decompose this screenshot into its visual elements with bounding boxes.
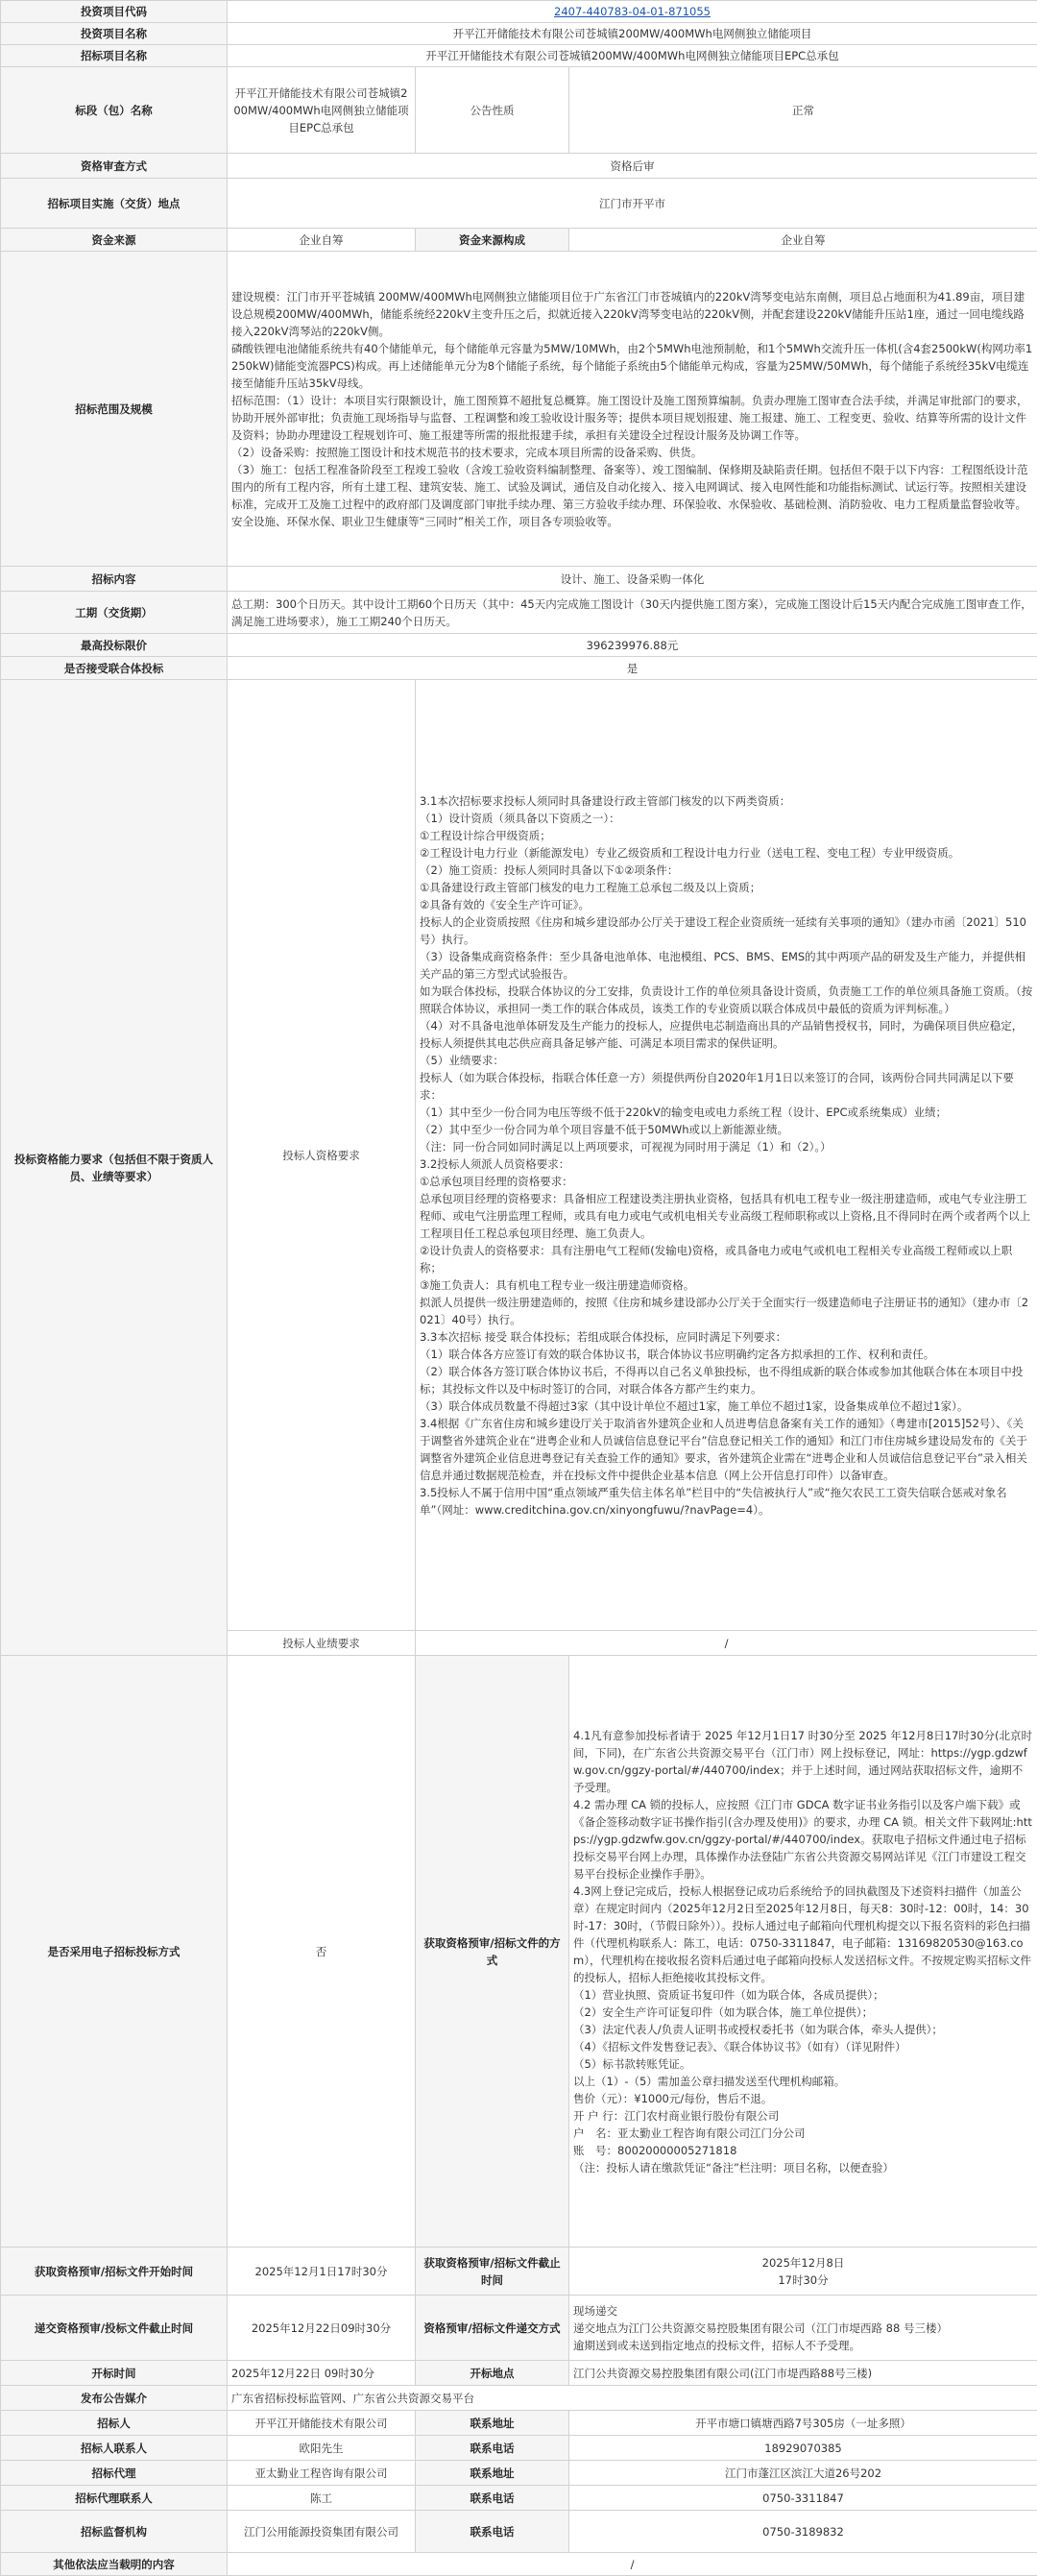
lot-label: 标段（包）名称 — [1, 67, 228, 154]
row-agent — [1, 2461, 1037, 2486]
review-label: 资格审查方式 — [1, 154, 228, 179]
max-price-value: 396239976.88元 — [228, 634, 1037, 657]
agent-contact-label: 招标代理联系人 — [1, 2486, 228, 2511]
agent-phone-label: 联系电话 — [416, 2486, 569, 2511]
qualification-sub-label: 投标人资格要求 — [228, 680, 416, 1631]
row-media — [1, 2386, 1037, 2411]
qualification-label: 投标资格能力要求（包括但不限于资质人员、业绩等要求） — [1, 680, 228, 1656]
row-content — [1, 567, 1037, 592]
consortium-value: 是 — [228, 657, 1037, 680]
tenderee-phone-value: 18929070385 — [569, 2436, 1037, 2461]
opening-place-label: 开标地点 — [416, 2361, 569, 2386]
row-max-price — [1, 634, 1037, 657]
tenderee-address-label: 联系地址 — [416, 2411, 569, 2436]
row-agent-contact — [1, 2486, 1037, 2511]
row-lot — [1, 67, 1037, 154]
row-scope — [1, 252, 1037, 567]
nature-label: 公告性质 — [416, 67, 569, 154]
opening-time-label: 开标时间 — [1, 2361, 228, 2386]
nature-value: 正常 — [569, 67, 1037, 154]
supervisor-phone-value: 0750-3189832 — [569, 2511, 1037, 2553]
lot-value: 开平江开储能技术有限公司苍城镇200MW/400MWh电网侧独立储能项目EPC总承包 — [228, 67, 416, 154]
agent-label: 招标代理 — [1, 2461, 228, 2486]
submit-method-text: 现场递交 递交地点为江门公共资源交易控股集团有限公司（江门市堤西路 88 号三楼） 逾期送到或未送到指定地点的投标文件，招标人不予受理。 — [569, 2296, 1037, 2361]
other-value: / — [228, 2553, 1037, 2576]
row-other — [1, 2553, 1037, 2576]
opening-place-value: 江门公共资源交易控股集团有限公司(江门市堤西路88号三楼) — [569, 2361, 1037, 2386]
docs-start-label: 获取资格预审/招标文件开始时间 — [1, 2248, 228, 2296]
tenderee-contact-label: 招标人联系人 — [1, 2436, 228, 2461]
location-value: 江门市开平市 — [228, 179, 1037, 229]
media-value: 广东省招标投标监管网、广东省公共资源交易平台 — [228, 2386, 1037, 2411]
scope-label: 招标范围及规模 — [1, 252, 228, 567]
review-value: 资格后审 — [228, 154, 1037, 179]
row-qualification — [1, 680, 1037, 1631]
location-label: 招标项目实施（交货）地点 — [1, 179, 228, 229]
submit-deadline-label: 递交资格预审/投标文件截止时间 — [1, 2296, 228, 2361]
performance-label: 投标人业绩要求 — [228, 1631, 416, 1656]
row-submit — [1, 2296, 1037, 2361]
agent-address-value: 江门市蓬江区滨江大道26号202 — [569, 2461, 1037, 2486]
project-name-label: 投资项目名称 — [1, 23, 228, 45]
row-docs-time — [1, 2248, 1037, 2296]
docs-method-text: 4.1凡有意参加投标者请于 2025 年12月1日17 时30分至 2025 年12月8日17时30分(北京时间，下同)，在广东省公共资源交易平台（江门市）网上投标登记，网址：https://ygp.gdzwfw.gov.cn/ggzy-portal/#/440700/index；并于上述时间，通过网站获取招标文件，逾期不予受理。 4.2 需办理 CA 锁的投标人，应按照《江门市 GDCA 数字证书业务指引以及客户端下载》或《备企签移动数字证书操作指引(含办理及使用)》的要求，办理 CA 锁。相关文件下载网址:https://ygp.gdzwfw.gov.cn/ggzy-portal/#/440700/index。获取电子招标文件通过电子招标投标交易平台网上办理，具体操作办法登陆广东省公共资源交易网站详见《江门市建设工程交易平台投标企业操作手册》。 4.3网上登记完成后，投标人根据登记成功后系统给予的回执截图及下述资料扫描件（加盖公章）在规定时间内（2025年12月2日至2025年12月8日，每天8：30时-12：00时，14：30时-17：30时，（节假日除外））。投标人通过电子邮箱向代理机构提交以下报名资料的彩色扫描件（代理机构联系人：陈工，电话：0750-3311847，电子邮箱：13169820530@163.com），代理机构在接收报名资料后通过电子邮箱向投标人发送招标文件。不按规定购买招标文件的投标人，招标人拒绝接收其投标文件。 （1）营业执照、资质证书复印件（如为联合体，各成员提供）； （2）安全生产许可证复印件（如为联合体，施工单位提供）； （3）法定代表人/负责人证明书或授权委托书（如为联合体，牵头人提供）； （4）《招标文件发售登记表》、《联合体协议书》（如有）（详见附件） （5）标书款转账凭证。 以上（1）-（5）需加盖公章扫描发送至代理机构邮箱。 售价（元）：¥1000元/每份，售后不退。 开 户 行：江门农村商业银行股份有限公司 户 名：亚太勤业工程咨询有限公司江门分公司 账 号：80020000005271818 （注：投标人请在缴款凭证“备注”栏注明：项目名称，以便查验） — [569, 1656, 1037, 2248]
agent-address-label: 联系地址 — [416, 2461, 569, 2486]
docs-method-label: 获取资格预审/招标文件的方式 — [416, 1656, 569, 2248]
agent-value: 亚太勤业工程咨询有限公司 — [228, 2461, 416, 2486]
agent-contact-value: 陈工 — [228, 2486, 416, 2511]
max-price-label: 最高投标限价 — [1, 634, 228, 657]
row-project-code — [1, 1, 1037, 23]
fund-source-label: 资金来源 — [1, 229, 228, 252]
tenderee-phone-label: 联系电话 — [416, 2436, 569, 2461]
project-name-value: 开平江开储能技术有限公司苍城镇200MW/400MWh电网侧独立储能项目 — [228, 23, 1037, 45]
row-tenderee-contact — [1, 2436, 1037, 2461]
row-project-name — [1, 23, 1037, 45]
submit-deadline-value: 2025年12月22日09时30分 — [228, 2296, 416, 2361]
period-value: 总工期：300个日历天。其中设计工期60个日历天（其中：45天内完成施工图设计（30天内提供施工图方案），完成施工图设计后15天内配合完成施工图审查工作，满足施工进场要求），施工工期240个日历天。 — [228, 592, 1037, 634]
tenderee-address-value: 开平市塘口镇塘西路7号305房（一址多照） — [569, 2411, 1037, 2436]
agent-phone-value: 0750-3311847 — [569, 2486, 1037, 2511]
row-location — [1, 179, 1037, 229]
submit-method-label: 资格预审/招标文件递交方式 — [416, 2296, 569, 2361]
content-label: 招标内容 — [1, 567, 228, 592]
fund-structure-value: 企业自筹 — [569, 229, 1037, 252]
row-tenderee — [1, 2411, 1037, 2436]
scope-text: 建设规模：江门市开平苍城镇 200MW/400MWh电网侧独立储能项目位于广东省江门市苍城镇内的220kV湾琴变电站东南侧，项目总占地面积为41.89亩，项目建设总规模200MW/400MWh，储能系统经220kV主变升压之后，拟就近接入220kV湾琴变电站的220kV侧，并配套建设220kV储能升压站1座，通过一回电缆线路接入220kV湾琴站的220kV侧。 磷酸铁锂电池储能系统共有40个储能单元，每个储能单元容量为5MW/10MWh，由2个5MWh电池预制舱，和1个5MWh交流升压一体机(含4套2500kW(构网功率1250kW)储能变流器PCS)构成。再上述储能单元分为8个储能子系统，每个储能子系统由5个储能单元构成，容量为25MW/50MWh，每个储能子系统经35kV电缆连接至储能升压站35kV母线。 招标范围：（1）设计：本项目实行限额设计，施工图预算不超批复总概算。施工图设计及施工图预算编制。负责办理施工图审查合法手续，并满足审批部门的要求，协助开展外部审批；负责施工现场指导与监督、工程调整和竣工验收设计服务等；提供本项目规划报建、施工报建、施工、工程变更、验收、结算等所需的设计文件及资料；协助办理建设工程规划许可、施工报建等所需的报批报建手续，承担有关建设全过程设计服务及协调工作等。 （2）设备采购：按照施工图设计和技术规范书的技术要求，完成本项目所需的设备采购、供货。 （3）施工：包括工程准备阶段至工程竣工验收（含竣工验收资料编制整理、备案等）、竣工图编制、保修期及缺陷责任期。包括但不限于以下内容：工程图纸设计范围内的所有工程内容，所有土建工程、建筑安装、施工、试验及调试，通信及自动化接入、接入电网调试、接入电网性能和功能指标测试、试运行等。按照相关建设标准，完成开工及施工过程中的政府部门及调度部门审批手续办理、第三方验收手续办理、环保验收、水保验收、基础检测、消防验收、电力工程质量监督验收等。安全设施、环保水保、职业卫生健康等“三同时”相关工作，项目各专项验收等。 — [228, 252, 1037, 567]
period-label: 工期（交货期） — [1, 592, 228, 634]
project-code-link[interactable]: 2407-440783-04-01-871055 — [554, 5, 711, 18]
tenderee-value: 开平江开储能技术有限公司 — [228, 2411, 416, 2436]
row-electronic — [1, 1656, 1037, 2248]
row-review — [1, 154, 1037, 179]
fund-source-value: 企业自筹 — [228, 229, 416, 252]
row-consortium — [1, 657, 1037, 680]
docs-start-value: 2025年12月1日17时30分 — [228, 2248, 416, 2296]
row-supervisor — [1, 2511, 1037, 2553]
row-opening — [1, 2361, 1037, 2386]
supervisor-value: 江门公用能源投资集团有限公司 — [228, 2511, 416, 2553]
qualification-text: 3.1本次招标要求投标人须同时具备建设行政主管部门核发的以下两类资质： （1）设计资质（须具备以下资质之一）： ①工程设计综合甲级资质； ②工程设计电力行业（新能源发电）专业乙级资质和工程设计电力行业（送电工程、变电工程）专业甲级资质。 （2）施工资质：投标人须同时具备以下①②项条件： ①具备建设行政主管部门核发的电力工程施工总承包二级及以上资质； ②具备有效的《安全生产许可证》。 投标人的企业资质按照《住房和城乡建设部办公厅关于建设工程企业资质统一延续有关事项的通知》（建办市函〔2021〕510号）执行。 （3）设备集成商资格条件：至少具备电池单体、电池模组、PCS、BMS、EMS的其中两项产品的研发及生产能力，并提供相关产品的第三方型式试验报告。 如为联合体投标，投联合体协议的分工安排，负责设计工作的单位须具备设计资质，负责施工工作的单位须具备施工资质。（按照联合体协议，承担同一类工作的联合体成员，该类工作的专业资质以联合体成员中最低的资质为评判标准。） （4）对不具备电池单体研发及生产能力的投标人，应提供电芯制造商出具的产品销售授权书，同时，为确保项目供应稳定，投标人须提供其电芯供应商具备足够产能、可满足本项目需求的保供证明。 （5）业绩要求： 投标人（如为联合体投标，指联合体任意一方）须提供两份自2020年1月1日以来签订的合同，该两份合同共同满足以下要求： （1）其中至少一份合同为电压等级不低于220kV的输变电或电力系统工程（设计、EPC或系统集成）业绩； （2）其中至少一份合同为单个项目容量不低于50MWh或以上新能源业绩。 （注：同一份合同如同时满足以上两项要求，可视视为同时用于满足（1）和（2）。） 3.2投标人须派人员资格要求： ①总承包项目经理的资格要求： 总承包项目经理的资格要求：具备相应工程建设类注册执业资格，包括具有机电工程专业一级注册建造师，或电气专业注册工程师、或电气注册监理工程师，或具有电力或电气或机电相关专业高级工程师职称或以上资格,且不得同时在两个或者两个以上工程项目任工程总承包项目经理、施工负责人。 ②设计负责人的资格要求：具有注册电气工程师(发输电)资格，或具备电力或电气或机电工程相关专业高级工程师或以上职称； ③施工负责人：具有机电工程专业一级注册建造师资格。 拟派人员提供一级注册建造师的，按照《住房和城乡建设部办公厅关于全面实行一级建造师电子注册证书的通知》（建办市〔2021〕40号）执行。 3.3本次招标 接受 联合体投标；若组成联合体投标，应同时满足下列要求： （1）联合体各方应签订有效的联合体协议书，联合体协议书应明确约定各方拟承担的工作、权利和责任。 （2）联合体各方签订联合体协议书后，不得再以自己名义单独投标，也不得组成新的联合体或参加其他联合体在本项目中投标；其投标文件以及中标时签订的合同，对联合体各方都产生约束力。 （3）联合体成员数量不得超过3家（其中设计单位不超过1家，施工单位不超过1家，设备集成单位不超过1家）。 3.4根据《广东省住房和城乡建设厅关于取消省外建筑企业和人员进粤信息备案有关工作的通知》（粤建市[2015]52号）、《关于调整省外建筑企业在“进粤企业和人员诚信信息登记平台”信息登记相关工作的通知》和江门市住房城乡建设局发布的《关于调整省外建筑企业信息进粤登记有关查验工作的通知》要求，省外建筑企业需在“进粤企业和人员诚信信息登记平台”录入相关信息并通过数据规范检查，并在投标文件中提供企业基本信息（网上公开信息打印件）以备审查。 3.5投标人不属于信用中国“重点领域严重失信主体名单”栏目中的“失信被执行人”或“拖欠农民工工资失信联合惩戒对象名单”（网址：www.creditchina.gov.cn/xinyongfuwu/?navPage=4）。 — [416, 680, 1037, 1631]
tender-project-value: 开平江开储能技术有限公司苍城镇200MW/400MWh电网侧独立储能项目EPC总承包 — [228, 45, 1037, 67]
supervisor-label: 招标监督机构 — [1, 2511, 228, 2553]
tender-project-label: 招标项目名称 — [1, 45, 228, 67]
consortium-label: 是否接受联合体投标 — [1, 657, 228, 680]
performance-value: / — [416, 1631, 1037, 1656]
content-value: 设计、施工、设备采购一体化 — [228, 567, 1037, 592]
row-period — [1, 592, 1037, 634]
tenderee-contact-value: 欧阳先生 — [228, 2436, 416, 2461]
docs-end-value: 2025年12月8日 17时30分 — [569, 2248, 1037, 2296]
docs-end-label: 获取资格预审/招标文件截止时间 — [416, 2248, 569, 2296]
electronic-value: 否 — [228, 1656, 416, 2248]
row-tender-project — [1, 45, 1037, 67]
media-label: 发布公告媒介 — [1, 2386, 228, 2411]
tenderee-label: 招标人 — [1, 2411, 228, 2436]
project-code-cell — [228, 1, 1037, 23]
electronic-label: 是否采用电子招标投标方式 — [1, 1656, 228, 2248]
supervisor-phone-label: 联系电话 — [416, 2511, 569, 2553]
row-fund — [1, 229, 1037, 252]
opening-time-value: 2025年12月22日 09时30分 — [228, 2361, 416, 2386]
fund-structure-label: 资金来源构成 — [416, 229, 569, 252]
project-code-label: 投资项目代码 — [1, 1, 228, 23]
other-label: 其他依法应当载明的内容 — [1, 2553, 228, 2576]
